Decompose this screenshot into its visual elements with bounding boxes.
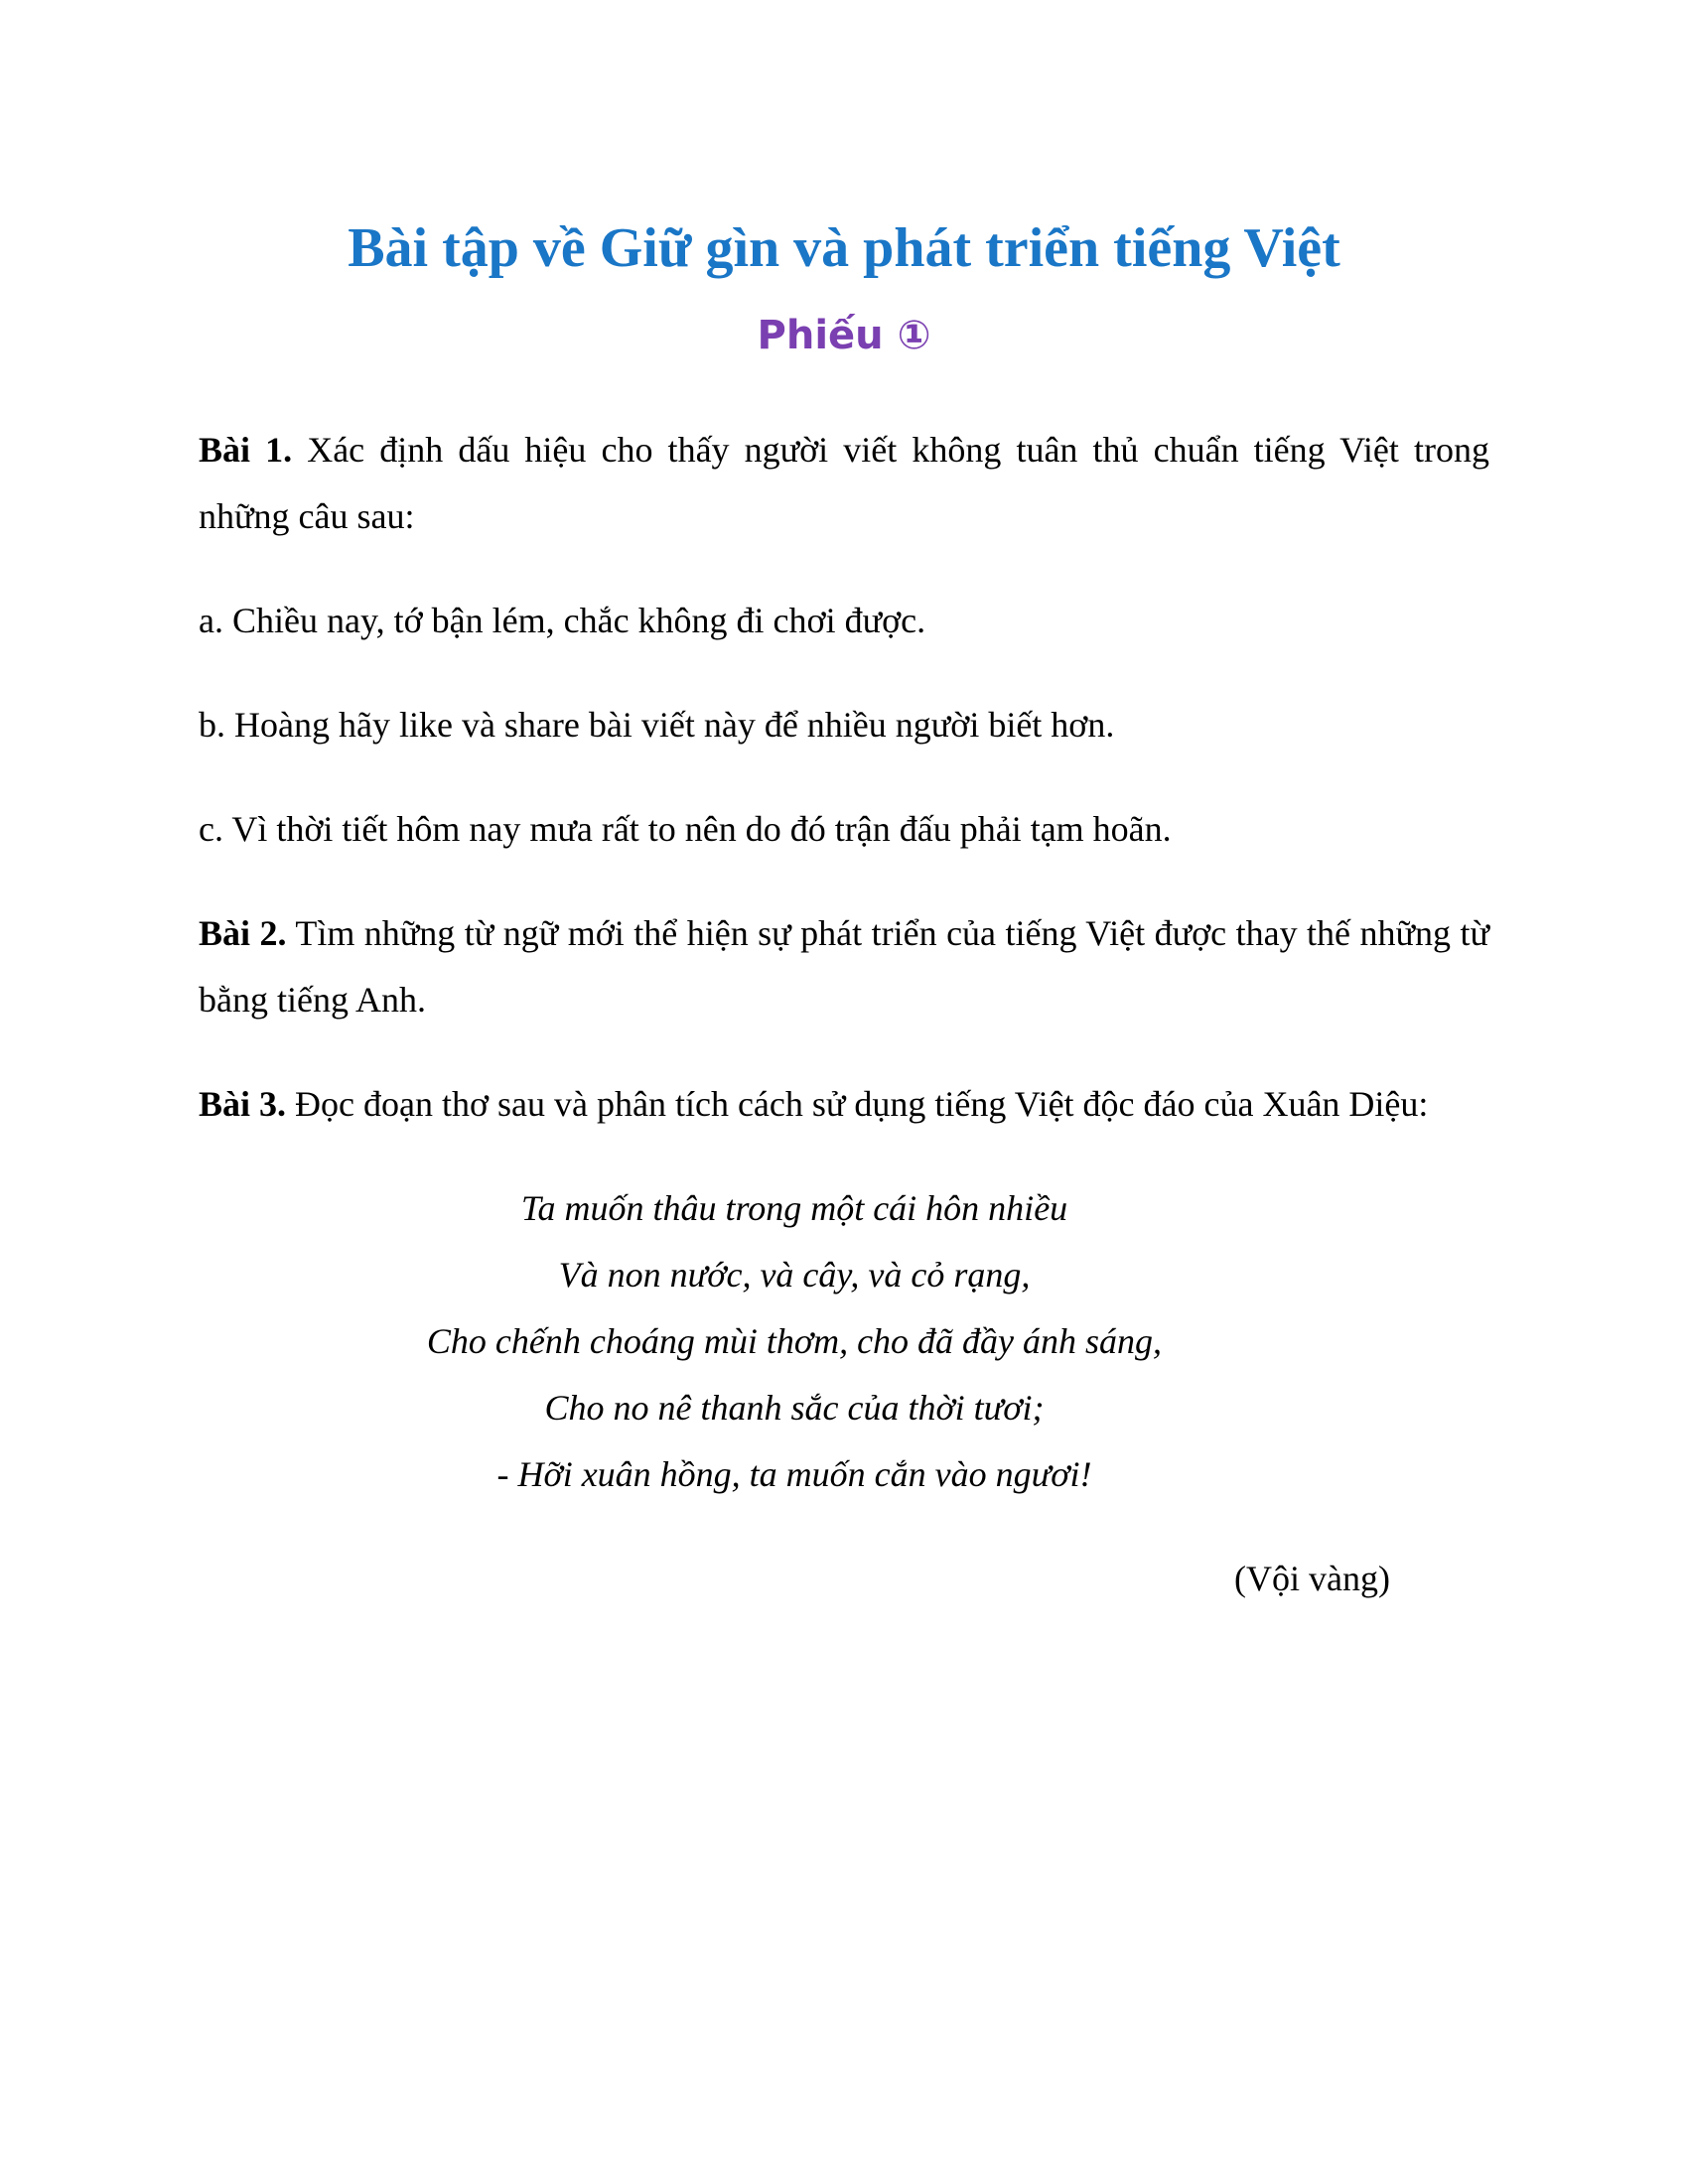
poem-source: (Vội vàng) [1234, 1559, 1390, 1598]
exercise-3-text: Đọc đoạn thơ sau và phân tích cách sử dụng tiếng Việt độc đáo của Xuân Diệu: [286, 1084, 1429, 1124]
poem-line-2: Và non nước, và cây, và cỏ rạng, [558, 1255, 1031, 1295]
exercise-1 [199, 417, 1489, 550]
exercise-2-label: Bài 2. [199, 913, 287, 953]
poem-line-5: - Hỡi xuân hồng, ta muốn cắn vào ngươi! [496, 1454, 1092, 1494]
worksheet-subtitle: Phiếu ① [757, 313, 931, 358]
poem-line-4: Cho no nê thanh sắc của thời tươi; [544, 1388, 1045, 1428]
poem-excerpt [199, 1175, 1390, 1508]
exercise-1-label: Bài 1. [199, 430, 293, 470]
exercise-1-item-c: c. Vì thời tiết hôm nay mưa rất to nên do đó trận đấu phải tạm hoãn. [199, 809, 1172, 849]
exercise-3 [199, 1071, 1489, 1138]
exercise-1-item-b: b. Hoàng hãy like và share bài viết này để nhiều người biết hơn. [199, 705, 1115, 745]
exercise-1-text: Xác định dấu hiệu cho thấy người viết không tuân thủ chuẩn tiếng Việt trong những câu sau: [199, 430, 1489, 536]
exercise-2-text: Tìm những từ ngữ mới thể hiện sự phát triển của tiếng Việt được thay thế những từ bằng tiếng Anh. [199, 913, 1490, 1020]
exercise-1-item-a: a. Chiều nay, tớ bận lém, chắc không đi chơi được. [199, 601, 926, 640]
page-title: Bài tập về Giữ gìn và phát triển tiếng Việt [348, 217, 1340, 279]
exercise-3-label: Bài 3. [199, 1084, 287, 1124]
poem-line-1: Ta muốn thâu trong một cái hôn nhiều [520, 1188, 1068, 1228]
exercise-2 [199, 900, 1489, 1033]
poem-line-3: Cho chếnh choáng mùi thơm, cho đã đầy ánh sáng, [426, 1321, 1163, 1361]
exercise-content [199, 417, 1489, 1612]
